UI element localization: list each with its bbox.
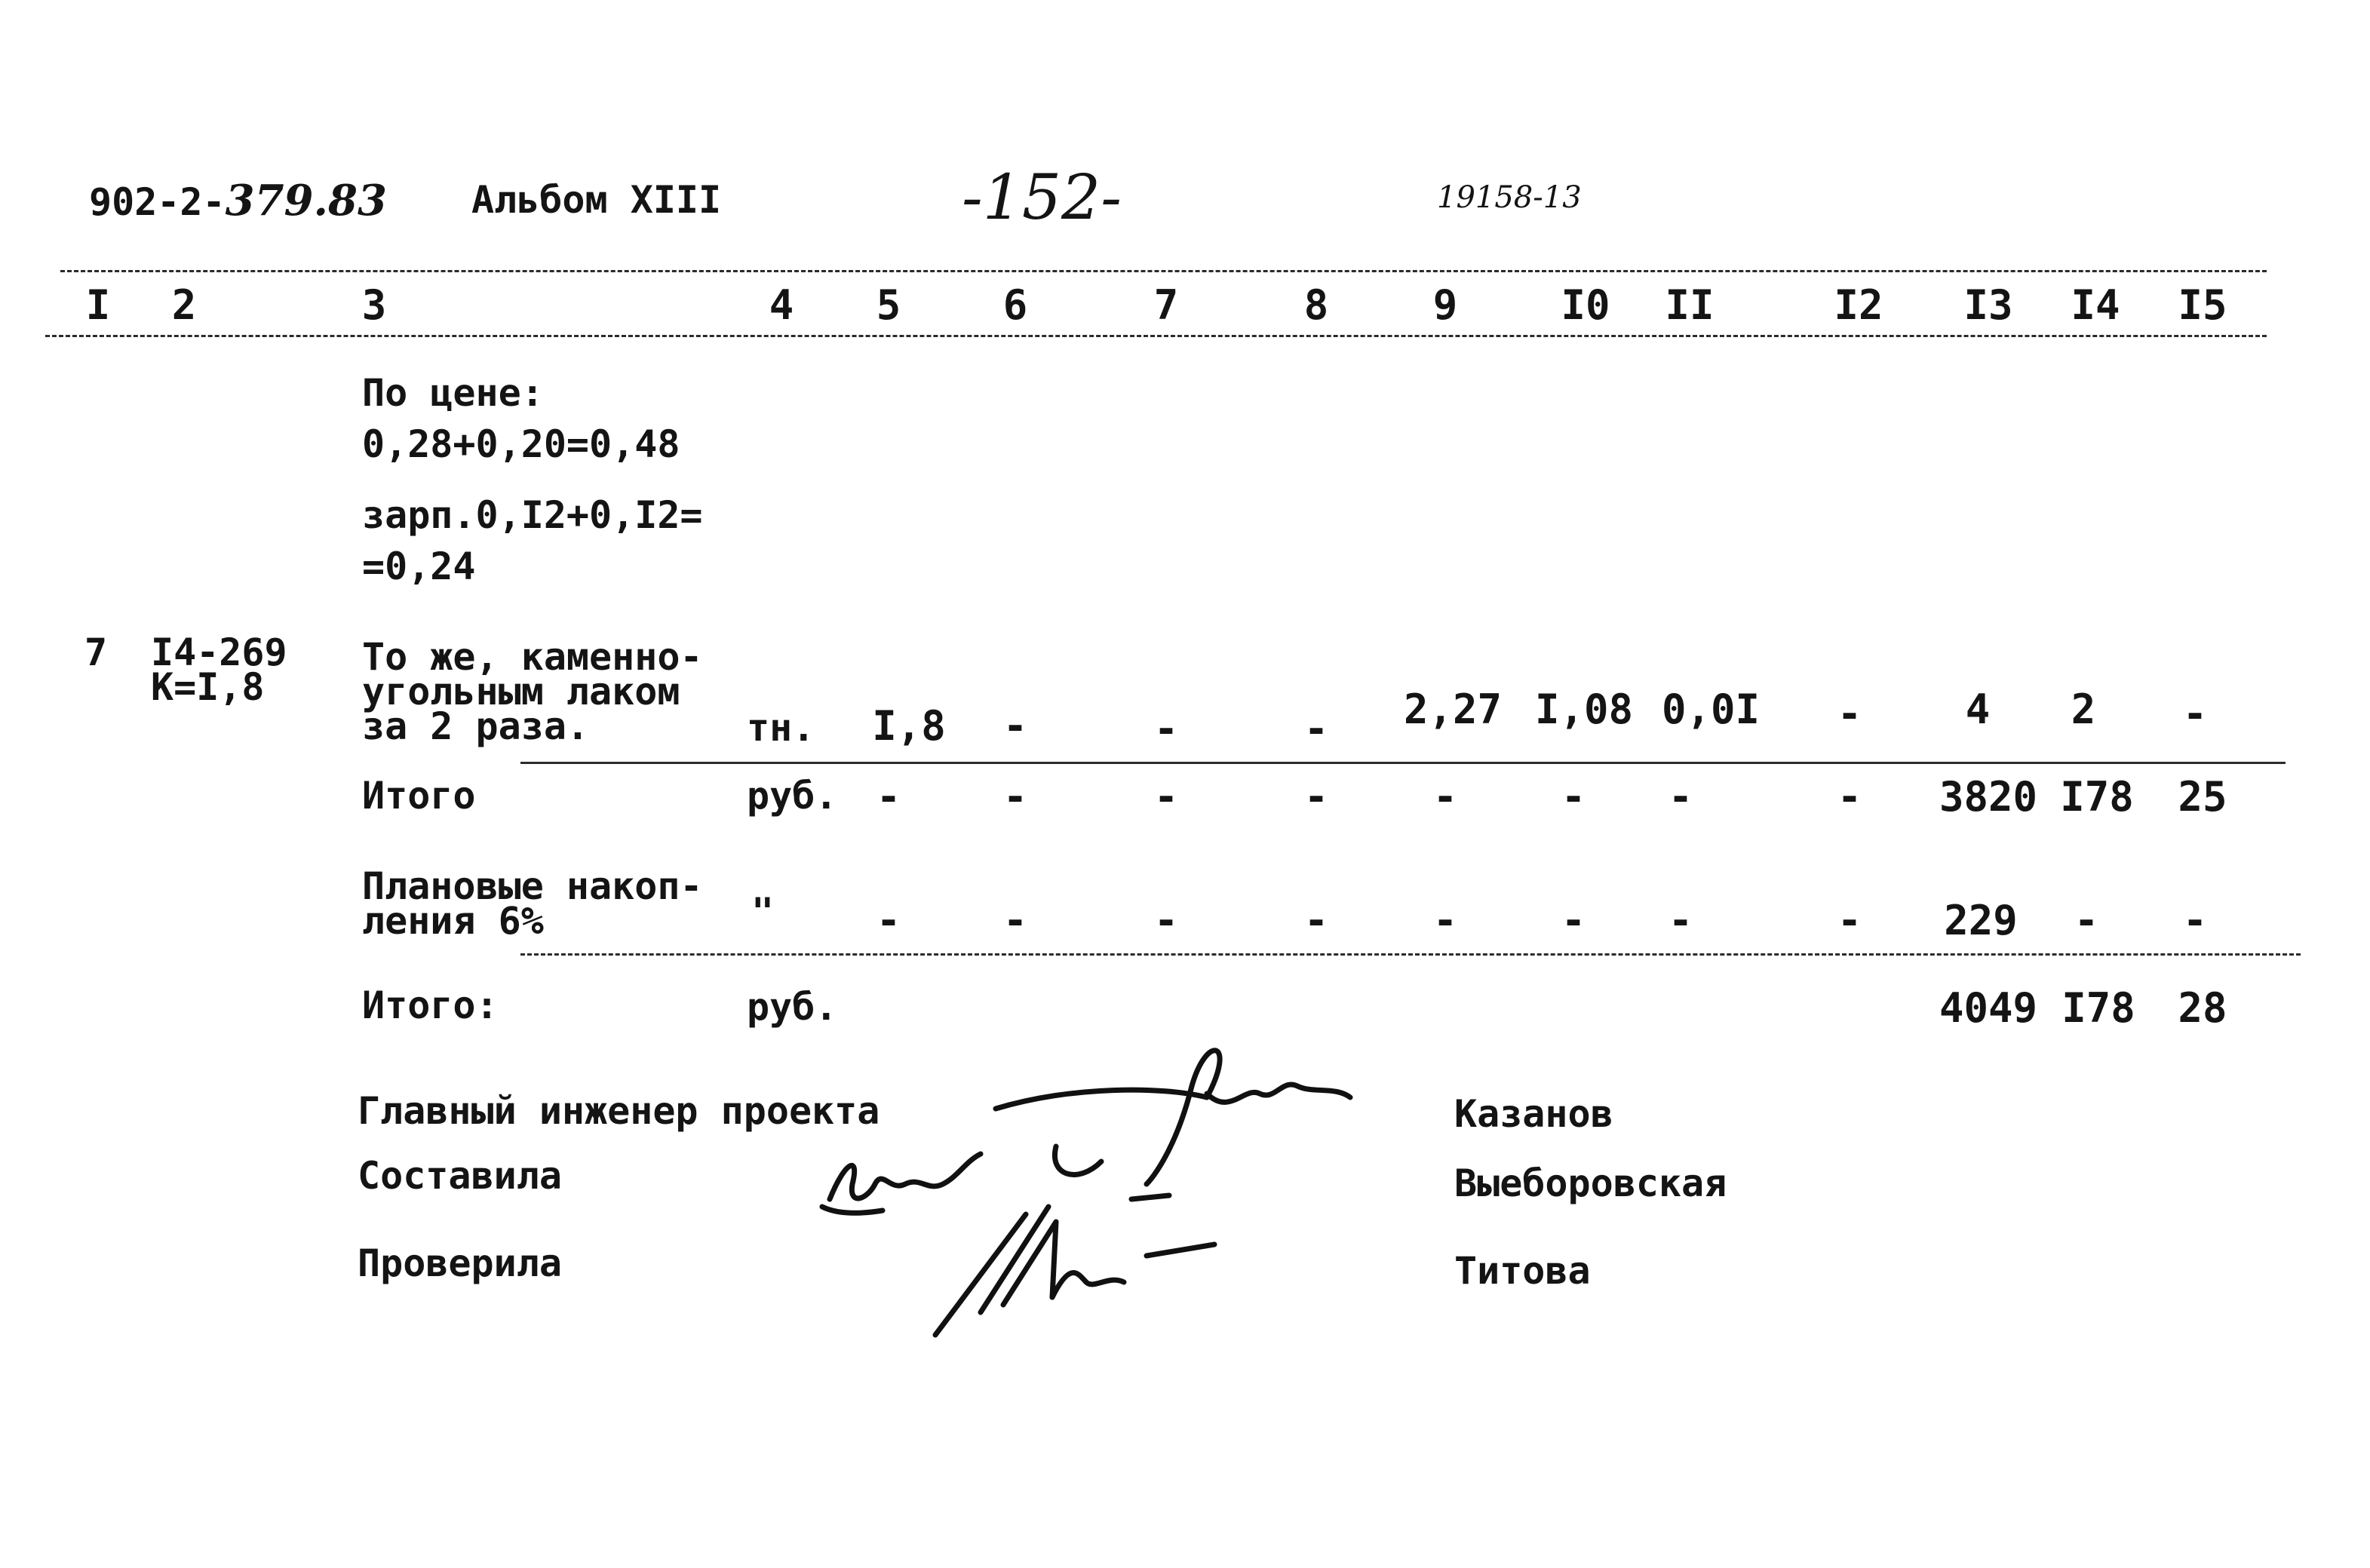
row7-desc-2: угольным лаком	[362, 670, 680, 713]
planned-col-10: -	[1561, 897, 1586, 944]
total1-label: Итого	[362, 774, 476, 818]
col-header-8: 8	[1303, 281, 1329, 329]
total1-col-5: -	[876, 773, 901, 821]
row7-col-15: -	[2182, 690, 2208, 738]
role-chief-engineer: Главный инженер проекта	[358, 1089, 880, 1133]
planned-col-15: -	[2182, 897, 2208, 944]
total1-col-15: 25	[2178, 773, 2227, 821]
row7-col-10: I,08	[1534, 686, 1634, 733]
header-top-rule	[60, 270, 2267, 272]
doc-number-handwritten: 379.83	[225, 176, 387, 226]
row7-col-6: -	[1002, 702, 1028, 750]
header-bottom-rule	[45, 335, 2267, 337]
planned-col-9: -	[1432, 897, 1458, 944]
planned-col-8: -	[1303, 897, 1329, 944]
signature-chief-engineer	[981, 1026, 1373, 1199]
album-label: Альбом XIII	[471, 178, 722, 222]
page-number: -152-	[962, 162, 1122, 234]
total1-col-11: -	[1668, 773, 1693, 821]
col-header-5: 5	[876, 281, 901, 329]
total1-col-14: I78	[2060, 773, 2134, 821]
total2-col-14: I78	[2061, 984, 2135, 1032]
row7-code-2: К=I,8	[151, 665, 265, 709]
total1-col-10: -	[1561, 773, 1586, 821]
col-header-10: I0	[1561, 281, 1610, 329]
row7-col-11: 0,0I	[1661, 686, 1761, 733]
total2-col-15: 28	[2178, 984, 2227, 1032]
planned-bottom-rule	[520, 953, 2301, 956]
col-header-1: I	[85, 281, 111, 329]
planned-col-7: -	[1153, 897, 1179, 944]
row7-col-7: -	[1153, 705, 1179, 753]
planned-col-12: -	[1837, 897, 1862, 944]
col-header-4: 4	[769, 281, 794, 329]
role-compiled-by: Составила	[358, 1154, 562, 1198]
name-compiled-by: Выеборовская	[1454, 1161, 1727, 1205]
total1-col-7: -	[1153, 773, 1179, 821]
total1-col-12: -	[1837, 773, 1862, 821]
total1-col-6: -	[1002, 773, 1028, 821]
col-header-3: 3	[361, 281, 387, 329]
col-header-12: I2	[1834, 281, 1883, 329]
row7-bottom-rule	[520, 762, 2286, 764]
planned-label-2: ления 6%	[362, 899, 544, 943]
price-note-line-1: По цене:	[362, 371, 544, 415]
price-note-line-4: =0,24	[362, 545, 476, 588]
row7-col-14: 2	[2071, 686, 2096, 733]
col-header-14: I4	[2071, 281, 2120, 329]
total2-label: Итого:	[362, 983, 499, 1027]
planned-col-5: -	[876, 897, 901, 944]
col-header-7: 7	[1153, 281, 1179, 329]
col-header-11: II	[1665, 281, 1715, 329]
planned-col-14: -	[2074, 897, 2099, 944]
row7-col-13: 4	[1965, 686, 1991, 733]
total1-unit: руб.	[747, 774, 838, 818]
signature-checked-by	[898, 1184, 1237, 1342]
col-header-15: I5	[2178, 281, 2227, 329]
doc-number-typed: 902-2-	[89, 180, 226, 224]
row7-col-8: -	[1303, 705, 1329, 753]
price-note-line-2: 0,28+0,20=0,48	[362, 422, 680, 466]
total1-col-13: 3820	[1939, 773, 2038, 821]
col-header-6: 6	[1002, 281, 1028, 329]
doc-number	[89, 176, 387, 226]
planned-col-6: -	[1002, 897, 1028, 944]
role-checked-by: Проверила	[358, 1241, 562, 1285]
total2-col-13: 4049	[1939, 984, 2038, 1032]
planned-col-11: -	[1668, 897, 1693, 944]
name-checked-by: Титова	[1454, 1249, 1591, 1293]
col-header-9: 9	[1432, 281, 1458, 329]
row7-number: 7	[84, 631, 108, 674]
row7-col-9: 2,27	[1403, 686, 1503, 733]
row7-col-5: I,8	[872, 702, 946, 750]
col-header-13: I3	[1963, 281, 2013, 329]
row7-desc-3: за 2 раза.	[362, 704, 590, 748]
row7-desc-1: То же, каменно-	[362, 635, 703, 679]
total2-unit: руб.	[747, 985, 838, 1029]
total1-col-8: -	[1303, 773, 1329, 821]
col-header-2: 2	[171, 281, 197, 329]
planned-unit: "	[751, 890, 775, 934]
total1-col-9: -	[1432, 773, 1458, 821]
row7-code-1: I4-269	[151, 631, 287, 674]
planned-col-13: 229	[1944, 897, 2018, 944]
planned-label-1: Плановые накоп-	[362, 864, 703, 908]
name-chief-engineer: Казанов	[1454, 1092, 1613, 1136]
row7-unit: тн.	[747, 706, 815, 750]
inventory-stamp: 19158-13	[1437, 180, 1582, 215]
price-note-line-3: зарп.0,I2+0,I2=	[362, 493, 703, 537]
row7-col-12: -	[1837, 690, 1862, 738]
